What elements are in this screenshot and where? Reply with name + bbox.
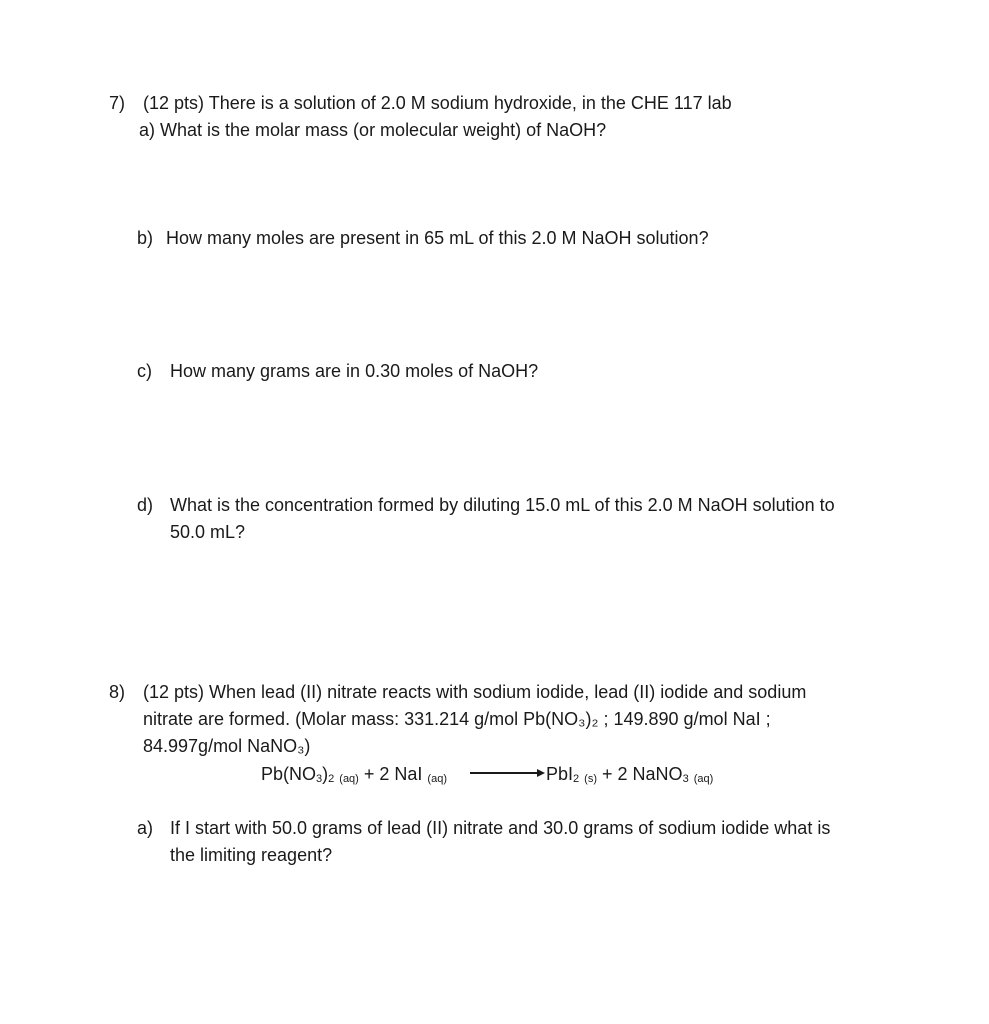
- question-7-number: 7): [109, 93, 126, 113]
- equation-products: PbI$_2$ (s) + 2 NaNO$_3$ (aq): [546, 764, 714, 785]
- reaction-arrow-icon: [537, 769, 545, 777]
- question-8-line3: 84.997g/mol NaNO₃): [143, 736, 311, 756]
- question-8a-line1: If I start with 50.0 grams of lead (II) nitrate and 30.0 grams of sodium iodide what is: [170, 818, 831, 838]
- question-8-number: 8): [109, 682, 126, 702]
- equation-reactant-lead-nitrate: $Pb(NO_3)_2$ (aq) + 2 NaI (aq): [261, 764, 447, 785]
- question-7a-text: a) What is the molar mass (or molecular weight) of NaOH?: [139, 120, 607, 140]
- question-7c-label: c): [137, 361, 152, 381]
- question-7d-label: d): [137, 495, 154, 515]
- question-8-line1: (12 pts) When lead (II) nitrate reacts with sodium iodide, lead (II) iodide and sodium: [143, 682, 807, 702]
- question-7b-text: How many moles are present in 65 mL of this 2.0 M NaOH solution?: [166, 228, 709, 248]
- question-7d-line2: 50.0 mL?: [170, 522, 246, 542]
- question-8-line2: nitrate are formed. (Molar mass: 331.214 g/mol Pb(NO₃)₂ ; 149.890 g/mol NaI ;: [143, 709, 771, 729]
- question-7-header: (12 pts) There is a solution of 2.0 M sodium hydroxide, in the CHE 117 lab: [143, 93, 732, 113]
- question-7b-label: b): [137, 228, 154, 248]
- reaction-arrow-line: [470, 772, 537, 774]
- question-8a-label: a): [137, 818, 154, 838]
- question-7c-text: How many grams are in 0.30 moles of NaOH?: [170, 361, 539, 381]
- question-7d-line1: What is the concentration formed by diluting 15.0 mL of this 2.0 M NaOH solution to: [170, 495, 835, 515]
- question-8a-line2: the limiting reagent?: [170, 845, 333, 865]
